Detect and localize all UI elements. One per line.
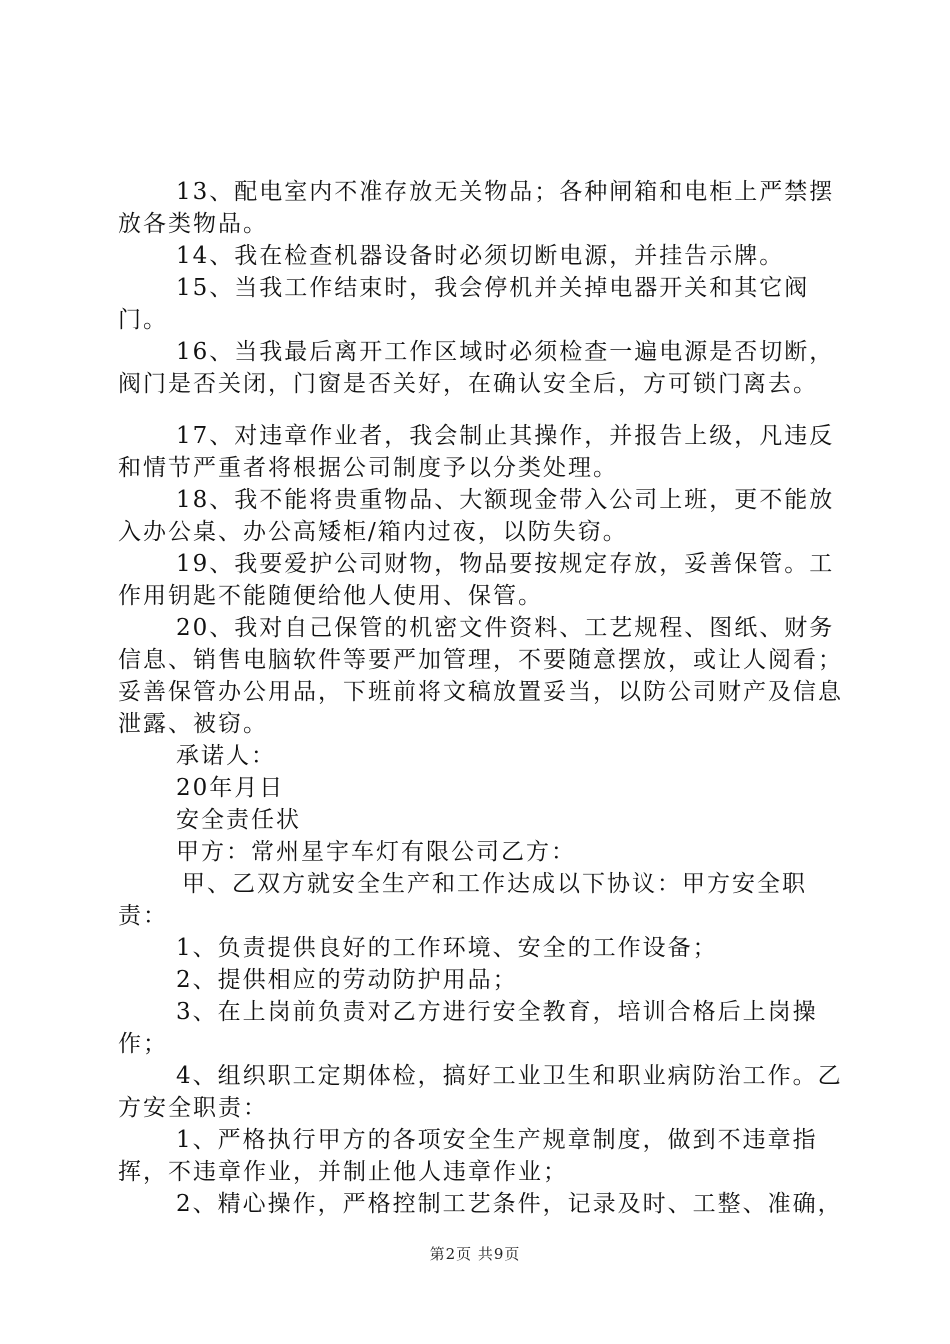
paragraph-15: 15、当我工作结束时，我会停机并关掉电器开关和其它阀门。 — [118, 275, 810, 333]
party-a-duty-1: 1、负责提供良好的工作环境、安全的工作设备； — [176, 935, 718, 961]
section-title: 安全责任状 — [176, 807, 301, 833]
promisor-label: 承诺人： — [176, 743, 276, 769]
paragraph-13: 13、配电室内不准存放无关物品；各种闸箱和电柜上严禁摆放各类物品。 — [118, 179, 835, 237]
paragraph-20: 20、我对自己保管的机密文件资料、工艺规程、图纸、财务信息、销售电脑软件等要严加管理，不要随意摆放，或让人阅看；妥善保管办公用品，下班前将文稿放置妥当，以防公司财产及信息泄露、被窃。 — [118, 615, 843, 737]
paragraph-19: 19、我要爱护公司财物，物品要按规定存放，妥善保管。工作用钥匙不能随便给他人使用、保管。 — [118, 551, 835, 609]
party-b-duty-2: 2、精心操作，严格控制工艺条件，记录及时、工整、准确， — [176, 1191, 843, 1217]
date-line: 20年月日 — [176, 775, 285, 801]
paragraph-14: 14、我在检查机器设备时必须切断电源，并挂告示牌。 — [176, 243, 785, 269]
party-a-duty-4: 4、组织职工定期体检，搞好工业卫生和职业病防治工作。乙方安全职责： — [118, 1063, 843, 1121]
party-b-duty-1: 1、严格执行甲方的各项安全生产规章制度，做到不违章指挥，不违章作业，并制止他人违章作业； — [118, 1127, 818, 1185]
party-line: 甲方：常州星宇车灯有限公司乙方： — [176, 839, 576, 865]
agreement-intro: 甲、乙双方就安全生产和工作达成以下协议：甲方安全职责： — [118, 871, 807, 929]
page-footer: 第2页 共9页 — [429, 1245, 521, 1263]
paragraph-16: 16、当我最后离开工作区域时必须检查一遍电源是否切断，阀门是否关闭，门窗是否关好，在确认安全后，方可锁门离去。 — [118, 339, 835, 397]
party-a-duty-3: 3、在上岗前负责对乙方进行安全教育，培训合格后上岗操作； — [118, 999, 818, 1057]
document-body — [118, 176, 850, 1220]
blank-line — [118, 400, 850, 420]
party-a-duty-2: 2、提供相应的劳动防护用品； — [176, 967, 518, 993]
paragraph-17: 17、对违章作业者，我会制止其操作，并报告上级，凡违反和情节严重者将根据公司制度予以分类处理。 — [118, 423, 835, 481]
paragraph-18: 18、我不能将贵重物品、大额现金带入公司上班，更不能放入办公桌、办公高矮柜/箱内过夜，以防失窃。 — [118, 487, 835, 545]
